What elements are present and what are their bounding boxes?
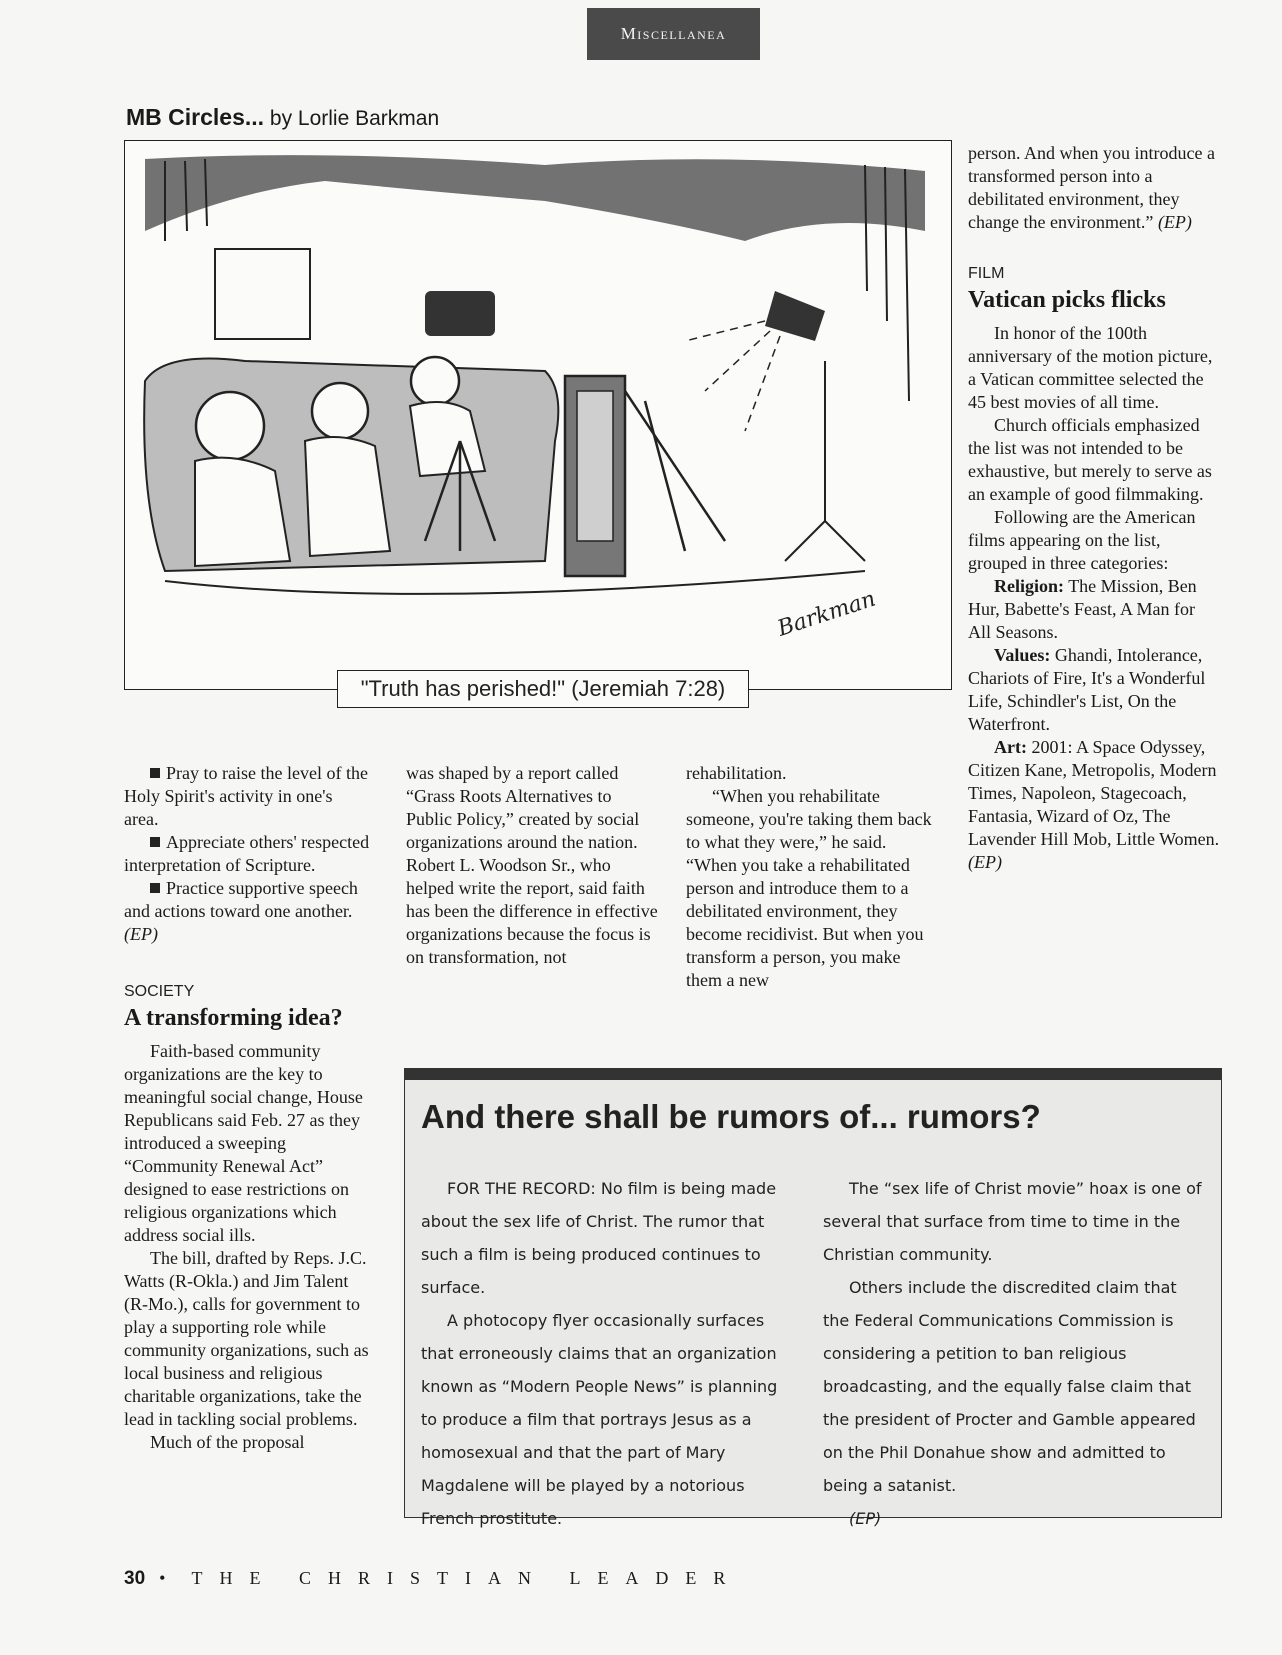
cartoon-byline: by Lorlie Barkman <box>269 107 440 130</box>
cartoon-title: MB Circles... <box>126 104 265 130</box>
ceiling-drape <box>145 155 925 241</box>
source-tag: (EP) <box>849 1509 882 1528</box>
right-column <box>968 142 1220 874</box>
cartoon-heading <box>126 104 439 131</box>
rumor-paragraph: FOR THE RECORD: No film is being made about the sex life of Christ. The rumor that such a film is being produced continues to surface. <box>421 1179 777 1297</box>
section-tab: Miscellanea <box>587 8 760 60</box>
rumor-paragraph: A photocopy flyer occasionally surfaces that erroneously claims that an organization known as “Modern People News” is planning to produce a film that portrays Jesus as a homosexual and that the part of Mary Magdalene will be played by a notorious French prostitute. <box>421 1311 778 1528</box>
cartoon-signature: Barkman <box>774 586 879 642</box>
society-headline: A transforming idea? <box>124 1005 343 1031</box>
bullet-item: Pray to raise the level of the Holy Spirit's activity in one's area. <box>124 763 368 829</box>
projector <box>425 291 495 336</box>
body-paragraph: Following are the American films appearing on the list, grouped in three categories: <box>968 507 1196 573</box>
source-tag: (EP) <box>968 852 1002 872</box>
body-paragraph: The bill, drafted by Reps. J.C. Watts (R-Okla.) and Jim Talent (R-Mo.), calls for government to play a supporting role while community organizations, such as local business and religious charitable organizations, take the lead in tackling social problems. <box>124 1248 369 1429</box>
third-column <box>686 762 934 992</box>
film-kicker: FILM <box>968 265 1005 282</box>
film-headline: Vatican picks flicks <box>968 287 1166 313</box>
cartoon-caption: "Truth has perished!" (Jeremiah 7:28) <box>337 670 749 708</box>
film-category: Art: 2001: A Space Odyssey, Citizen Kane, Metropolis, Modern Times, Napoleon, Stagecoach, Fantasia, Wizard of Oz, The Lavender Hill Mob, Little Women. (EP) <box>968 737 1220 872</box>
body-paragraph: Church officials emphasized the list was not intended to be exhaustive, but merely to serve as an example of good filmmaking. <box>968 415 1212 504</box>
floor <box>165 571 865 594</box>
studio-light <box>765 291 825 341</box>
source-tag: (EP) <box>124 924 158 944</box>
body-paragraph: person. And when you introduce a transformed person into a debilitated environment, they change the environment.” (EP) <box>968 143 1215 232</box>
body-paragraph: Faith-based community organizations are the key to meaningful social change, House Republicans said Feb. 27 as they introduced a sweeping “Community Renewal Act” designed to ease restrictions on religious organizations which address social ills. <box>124 1041 363 1245</box>
left-column <box>124 762 370 1454</box>
wall-picture <box>215 249 310 339</box>
rumor-paragraph: Others include the discredited claim that the Federal Communications Commission is considering a petition to ban religious broadcasting, and the equally false claim that the president of Procter and Gamble appeared on the Phil Donahue show and admitted to being a satanist. <box>823 1278 1196 1495</box>
middle-column <box>406 762 658 969</box>
rumor-title: And there shall be rumors of... rumors? <box>421 1098 1041 1135</box>
rumor-left-column <box>421 1172 791 1535</box>
publication-name: THE CHRISTIAN LEADER <box>191 1568 743 1588</box>
cartoon-illustration <box>125 141 951 689</box>
film-category: Religion: The Mission, Ben Hur, Babette's Feast, A Man for All Seasons. <box>968 576 1197 642</box>
light-rays <box>685 321 780 431</box>
easel <box>625 391 725 551</box>
body-paragraph: Much of the proposal <box>150 1432 305 1452</box>
bullet-item: Appreciate others' respected interpretation of Scripture. <box>124 832 370 875</box>
society-kicker: SOCIETY <box>124 983 195 1000</box>
light-stand <box>785 361 865 561</box>
cartoon-frame <box>124 140 952 690</box>
film-category: Values: Ghandi, Intolerance, Chariots of Fire, It's a Wonderful Life, Schindler's List, On the Waterfront. <box>968 645 1206 734</box>
page-number: 30 <box>124 1568 146 1589</box>
person-1-head <box>196 392 264 460</box>
rumor-sidebar <box>404 1068 1222 1528</box>
body-paragraph: rehabilitation. <box>686 763 787 783</box>
footer-separator: • <box>159 1568 166 1588</box>
body-paragraph: In honor of the 100th anniversary of the motion picture, a Vatican committee selected the 45 best movies of all time. <box>968 323 1213 412</box>
person-2-head <box>312 383 368 439</box>
source-tag: (EP) <box>1157 212 1192 232</box>
person-3-head <box>411 357 459 405</box>
page-footer <box>124 1568 742 1590</box>
rumor-paragraph: The “sex life of Christ movie” hoax is one of several that surface from time to time in the Christian community. <box>823 1179 1202 1264</box>
rumor-right-column <box>823 1172 1203 1535</box>
bullet-item: Practice supportive speech and actions toward one another. (EP) <box>124 878 358 944</box>
body-paragraph: “When you rehabilitate someone, you're taking them back to what they were,” he said. “When you take a rehabilitated person and introduce them to a debilitated environment, they become recidivist. But when you transform a person, you make them a new <box>686 786 932 990</box>
body-paragraph: was shaped by a report called “Grass Roots Alternatives to Public Policy,” created by social organizations around the nation. Robert L. Woodson Sr., who helped write the report, said faith has been the difference in effective organizations because the focus is on transformation, not <box>406 763 658 967</box>
